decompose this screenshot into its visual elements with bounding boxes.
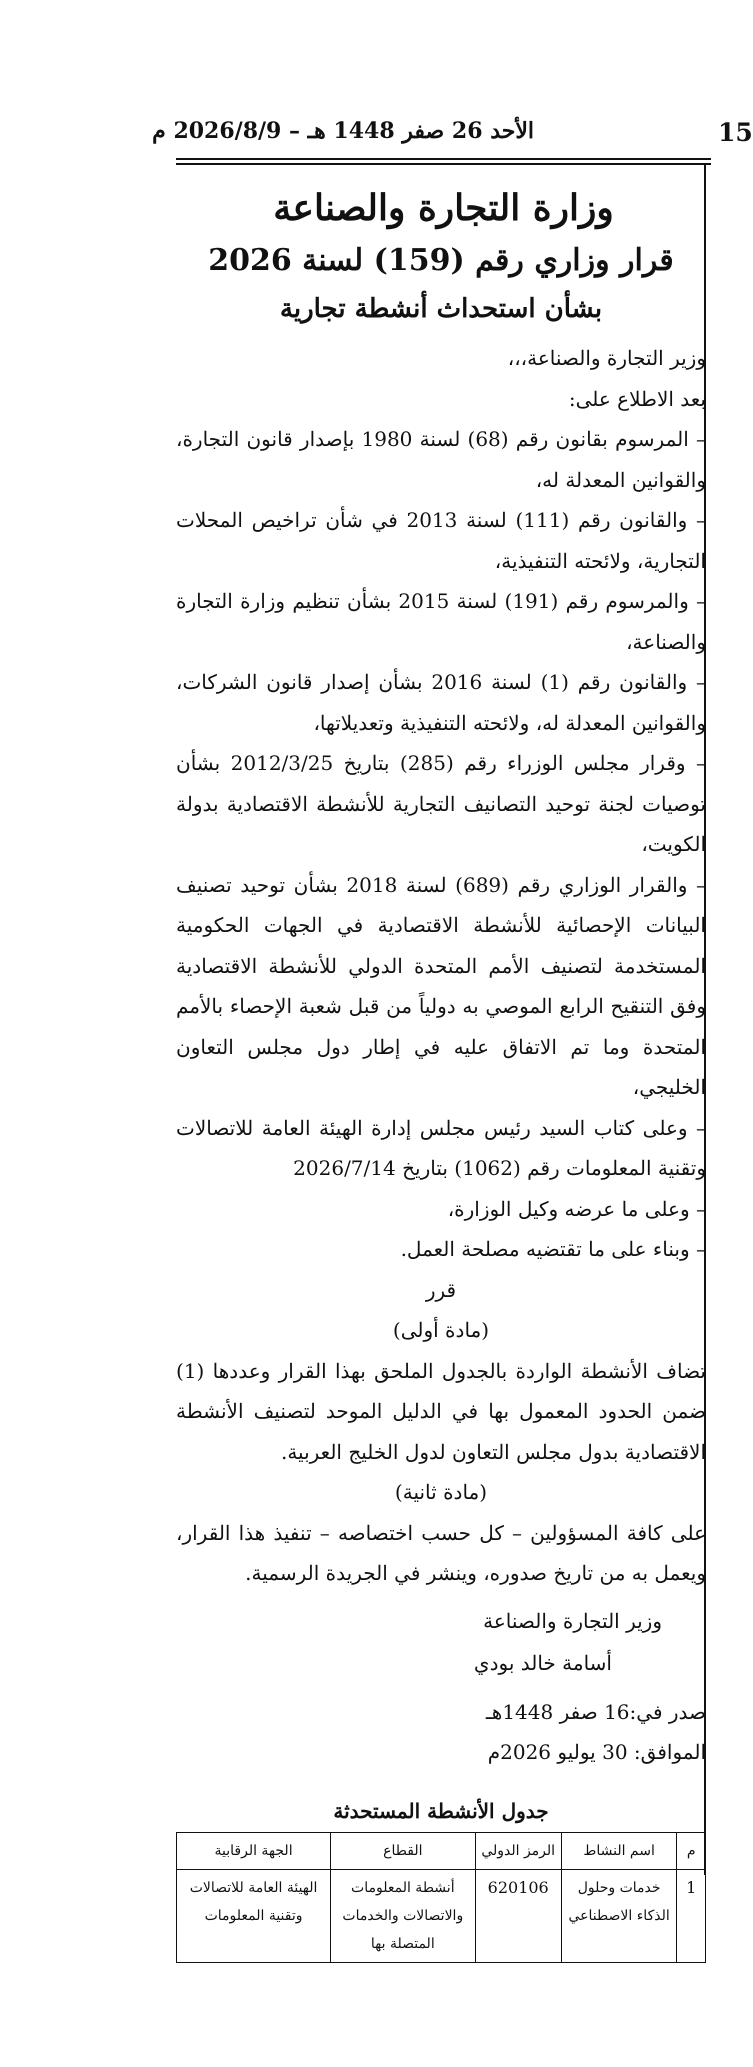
- column-header: القطاع: [331, 1832, 475, 1869]
- header-rule-top: [176, 158, 711, 160]
- column-header: م: [677, 1832, 706, 1869]
- decided-heading: قرر: [425, 1277, 457, 1302]
- preamble: [176, 338, 706, 1594]
- paragraph: – وعلى كتاب السيد رئيس مجلس إدارة الهيئة العامة للاتصالات وتقنية المعلومات رقم (1062) بتاريخ 2026/7/14: [176, 1115, 706, 1180]
- column-header: اسم النشاط: [561, 1832, 677, 1869]
- paragraph: – والقرار الوزاري رقم (689) لسنة 2018 بشأن توحيد تصنيف البيانات الإحصائية للأنشطة الاقتصادية في الجهات الحكومية المستخدمة لتصنيف الأمم المتحدة الدولي للأنشطة الاقتصادية وفق التنقيح الرابع الموصي به دولياً من قبل شعبة الإحصاء بالأمم المتحدة وما تم الاتفاق عليه في إطار دول مجلس التعاون الخليجي،: [176, 872, 706, 1099]
- signature-name: أسامة خالد بودي: [473, 1650, 612, 1675]
- issued-hijri: صدر في:16 صفر 1448هـ: [485, 1699, 706, 1724]
- header-date: الأحد 26 صفر 1448 هـ – 2026/8/9 م: [152, 118, 534, 144]
- paragraph: وزير التجارة والصناعة،،،: [507, 346, 706, 370]
- table-cell-authority: الهيئة العامة للاتصالات وتقنية المعلومات: [177, 1869, 331, 1962]
- article-1-heading: (مادة أولى): [392, 1318, 490, 1342]
- table-cell-code: 620106: [475, 1869, 561, 1962]
- paragraph: بعد الاطلاع على:: [568, 386, 706, 411]
- article-2-text: على كافة المسؤولين – كل حسب اختصاصه – تنفيذ هذا القرار، ويعمل به من تاريخ صدوره، وينشر في الجريدة الرسمية.: [176, 1520, 706, 1585]
- table-cell-number: 1: [677, 1869, 706, 1962]
- header-rule-bottom: [176, 163, 711, 165]
- issue-date-block: [176, 1692, 706, 1772]
- paragraph: – والمرسوم رقم (191) لسنة 2015 بشأن تنظيم وزارة التجارة والصناعة،: [176, 589, 706, 654]
- column-header: الرمز الدولي: [475, 1832, 561, 1869]
- paragraph: – وبناء على ما تقتضيه مصلحة العمل.: [400, 1237, 706, 1261]
- article-1-text: تضاف الأنشطة الواردة بالجدول الملحق بهذا القرار وعددها (1) ضمن الحدود المعمول بها في الدليل الموحد لتصنيف الأنشطة الاقتصادية بدول مجلس التعاون لدول الخليج العربية.: [176, 1358, 706, 1464]
- paragraph: – والقانون رقم (1) لسنة 2016 بشأن إصدار قانون الشركات، والقوانين المعدلة له، ولائحته التنفيذية وتعديلاتها،: [176, 670, 706, 735]
- table-caption: جدول الأنشطة المستحدثة: [333, 1798, 549, 1823]
- document-body: [176, 180, 706, 1963]
- paragraph: – والقانون رقم (111) لسنة 2013 في شأن تراخيص المحلات التجارية، ولائحته التنفيذية،: [176, 508, 706, 573]
- table-cell-sector: أنشطة المعلومات والاتصالات والخدمات المتصلة بها: [331, 1869, 475, 1962]
- ministry-heading: وزارة التجارة والصناعة: [273, 187, 614, 229]
- signature-title: وزير التجارة والصناعة: [483, 1608, 662, 1633]
- paragraph: – وعلى ما عرضه وكيل الوزارة،: [447, 1196, 706, 1221]
- paragraph: – المرسوم بقانون رقم (68) لسنة 1980 بإصدار قانون التجارة، والقوانين المعدلة له،: [176, 427, 706, 492]
- issued-gregorian: الموافق: 30 يوليو 2026م: [487, 1739, 706, 1764]
- article-2-heading: (مادة ثانية): [394, 1480, 488, 1504]
- activities-table: [176, 1832, 706, 1963]
- table-cell-activity: خدمات وحلول الذكاء الاصطناعي: [561, 1869, 677, 1962]
- decision-subject: بشأن استحداث أنشطة تجارية: [279, 294, 603, 324]
- page-number: 15: [718, 118, 753, 147]
- decision-title: قرار وزاري رقم (159) لسنة 2026: [208, 243, 674, 278]
- paragraph: – وقرار مجلس الوزراء رقم (285) بتاريخ 2012/3/25 بشأن توصيات لجنة توحيد التصانيف التجارية للأنشطة الاقتصادية بدولة الكويت،: [176, 751, 706, 856]
- signature-block: [176, 1600, 706, 1684]
- column-header: الجهة الرقابية: [177, 1832, 331, 1869]
- table-header-row: [177, 1832, 706, 1869]
- table-row: [177, 1869, 706, 1962]
